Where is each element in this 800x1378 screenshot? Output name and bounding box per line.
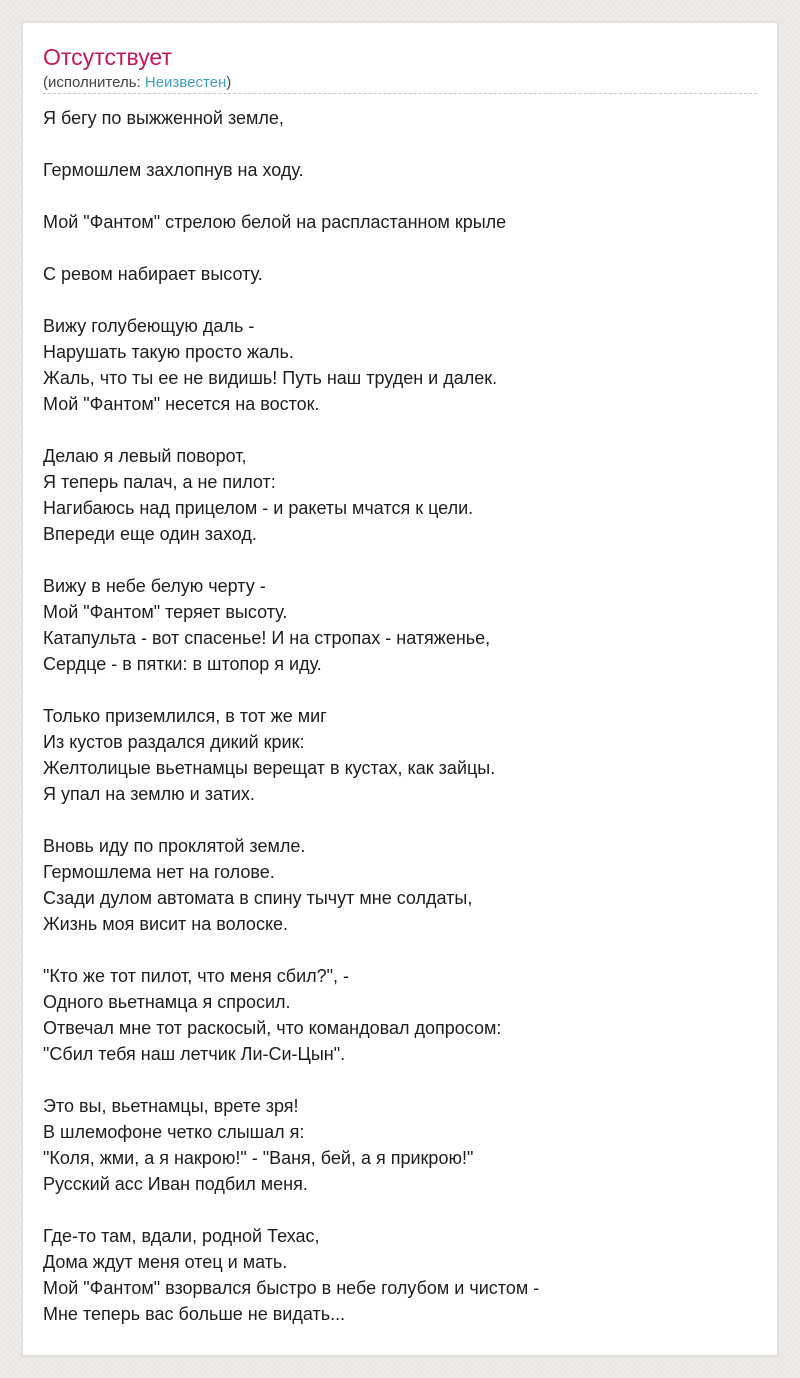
lyric-line: "Сбил тебя наш летчик Ли-Си-Цын". [43, 1044, 346, 1064]
lyric-line: Я упал на землю и затих. [43, 784, 255, 804]
lyric-line: С ревом набирает высоту. [43, 264, 263, 284]
artist-line [43, 73, 231, 93]
lyric-line: Отвечал мне тот раскосый, что командовал допросом: [43, 1018, 502, 1038]
lyrics-stanza [43, 963, 759, 1067]
artist-suffix: ) [226, 74, 232, 91]
lyric-line: Из кустов раздался дикий крик: [43, 732, 305, 752]
lyrics-stanza [43, 443, 759, 547]
lyric-line: Жаль, что ты ее не видишь! Путь наш труден и далек. [43, 368, 498, 388]
lyrics-stanza [43, 573, 759, 677]
lyric-line: Русский асс Иван подбил меня. [43, 1174, 308, 1194]
lyric-line: "Кто же тот пилот, что меня сбил?", - [43, 966, 350, 986]
lyric-line: Только приземлился, в тот же миг [43, 706, 327, 726]
lyric-line: Мой "Фантом" несется на восток. [43, 394, 320, 414]
lyric-line: Впереди еще один заход. [43, 524, 257, 544]
lyric-line: Дома ждут меня отец и мать. [43, 1252, 288, 1272]
lyric-line: Мой "Фантом" теряет высоту. [43, 602, 288, 622]
lyric-line: Гермошлема нет на голове. [43, 862, 275, 882]
lyric-line: Я бегу по выжженной земле, [43, 108, 284, 128]
lyric-line: Жизнь моя висит на волоске. [43, 914, 289, 934]
lyrics-stanza [43, 833, 759, 937]
lyric-line: Вижу в небе белую черту - [43, 576, 266, 596]
lyric-line: Мой "Фантом" взорвался быстро в небе голубом и чистом - [43, 1278, 540, 1298]
lyric-line: Нагибаюсь над прицелом - и ракеты мчатся к цели. [43, 498, 474, 518]
artist-prefix: (исполнитель: [43, 74, 145, 91]
lyric-line: Сзади дулом автомата в спину тычут мне солдаты, [43, 888, 473, 908]
lyric-line: Вновь иду по проклятой земле. [43, 836, 306, 856]
lyric-line: Мне теперь вас больше не видать... [43, 1304, 346, 1324]
lyric-line: Я теперь палач, а не пилот: [43, 472, 276, 492]
lyrics-stanza [43, 1093, 759, 1197]
lyric-line: Делаю я левый поворот, [43, 446, 247, 466]
lyric-line: Одного вьетнамца я спросил. [43, 992, 291, 1012]
lyric-line: Сердце - в пятки: в штопор я иду. [43, 654, 322, 674]
lyrics-body [43, 105, 759, 1353]
artist-link[interactable]: Неизвестен [144, 74, 227, 91]
lyric-line: Где-то там, вдали, родной Техас, [43, 1226, 320, 1246]
lyrics-stanza [43, 313, 759, 417]
song-title: Отсутствует [43, 44, 172, 70]
lyrics-stanza [43, 157, 759, 183]
lyric-line: Это вы, вьетнамцы, врете зря! [43, 1096, 299, 1116]
lyrics-stanza [43, 261, 759, 287]
divider [43, 93, 757, 94]
lyrics-stanza [43, 209, 759, 235]
lyric-line: "Коля, жми, а я накрою!" - "Ваня, бей, а я прикрою!" [43, 1148, 474, 1168]
lyrics-stanza [43, 703, 759, 807]
lyric-line: Вижу голубеющую даль - [43, 316, 255, 336]
lyrics-stanza [43, 1223, 759, 1327]
lyrics-card [22, 22, 778, 1356]
lyric-line: Желтолицые вьетнамцы верещат в кустах, как зайцы. [43, 758, 496, 778]
lyric-line: В шлемофоне четко слышал я: [43, 1122, 305, 1142]
lyric-line: Катапульта - вот спасенье! И на стропах - натяженье, [43, 628, 491, 648]
lyric-line: Мой "Фантом" стрелою белой на распластанном крыле [43, 212, 507, 232]
lyric-line: Нарушать такую просто жаль. [43, 342, 294, 362]
lyric-line: Гермошлем захлопнув на ходу. [43, 160, 304, 180]
lyrics-stanza [43, 105, 759, 131]
